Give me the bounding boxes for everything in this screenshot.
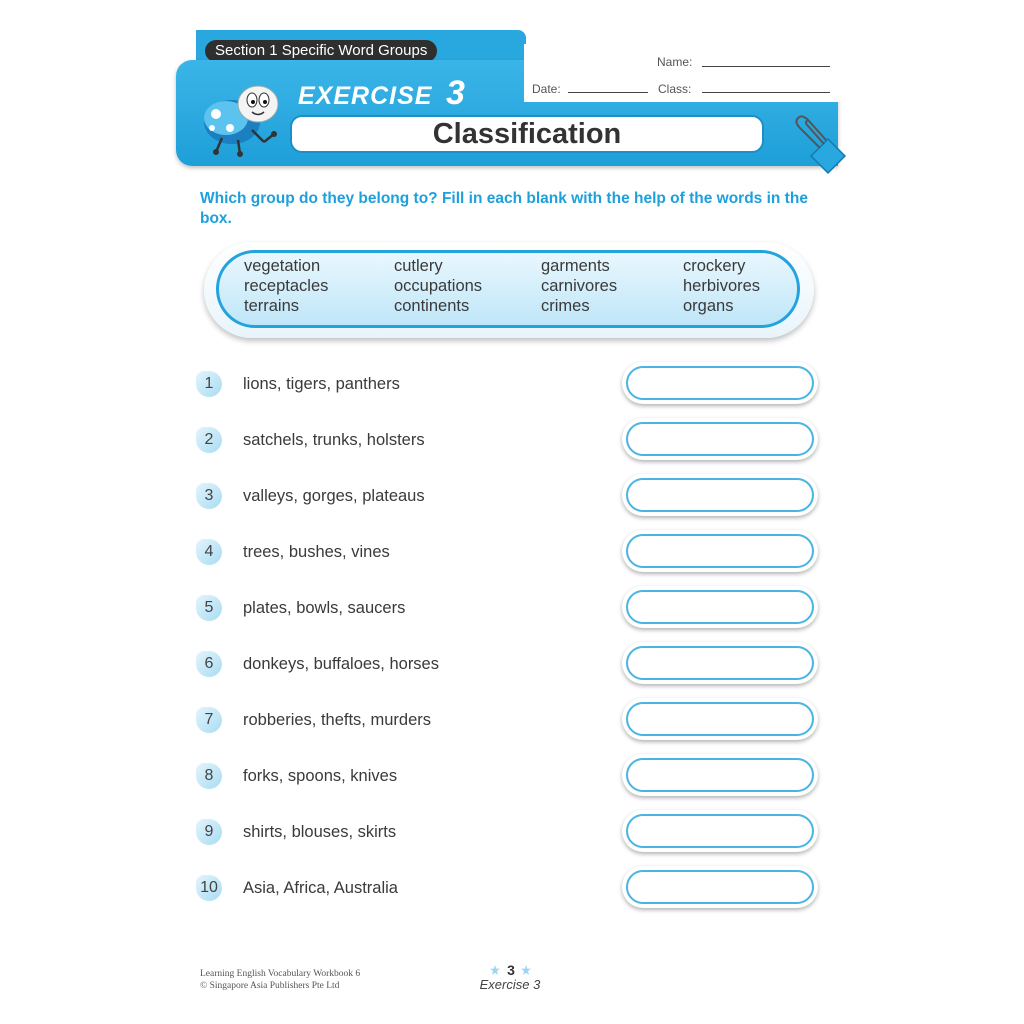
question-number: 4 bbox=[196, 539, 222, 565]
question-text: donkeys, buffaloes, horses bbox=[243, 655, 439, 673]
question-text: valleys, gorges, plateaus bbox=[243, 487, 425, 505]
page-caption: Exercise 3 bbox=[479, 977, 541, 992]
answer-field[interactable] bbox=[626, 870, 814, 904]
question-number: 1 bbox=[196, 371, 222, 397]
answer-field[interactable] bbox=[626, 814, 814, 848]
word-item: carnivores bbox=[541, 277, 618, 295]
question-number: 2 bbox=[196, 427, 222, 453]
answer-box[interactable] bbox=[622, 418, 818, 460]
answer-field[interactable] bbox=[626, 366, 814, 400]
name-label: Name: bbox=[657, 55, 693, 69]
word-item: cutlery bbox=[394, 257, 443, 275]
question-text: Asia, Africa, Australia bbox=[243, 879, 398, 897]
word-item: vegetation bbox=[244, 257, 321, 275]
class-label: Class: bbox=[658, 82, 692, 96]
page-title: Classification bbox=[290, 115, 764, 153]
answer-box[interactable] bbox=[622, 642, 818, 684]
question-text: trees, bushes, vines bbox=[243, 543, 390, 561]
word-item: receptacles bbox=[244, 277, 329, 295]
footer-credits bbox=[200, 968, 360, 992]
answer-field[interactable] bbox=[626, 758, 814, 792]
word-item: terrains bbox=[244, 297, 300, 315]
question-text: robberies, thefts, murders bbox=[243, 711, 431, 729]
answer-box[interactable] bbox=[622, 586, 818, 628]
question-text: forks, spoons, knives bbox=[243, 767, 398, 785]
exercise-number: 3 bbox=[446, 74, 465, 112]
word-item: garments bbox=[541, 257, 610, 275]
question-text: shirts, blouses, skirts bbox=[243, 823, 397, 841]
question-number: 3 bbox=[196, 483, 222, 509]
question-number: 5 bbox=[196, 595, 222, 621]
answer-box[interactable] bbox=[622, 474, 818, 516]
instruction-text: Which group do they belong to? Fill in each blank with the help of the words in the box. bbox=[200, 190, 808, 227]
class-field[interactable] bbox=[702, 92, 830, 93]
answer-field[interactable] bbox=[626, 702, 814, 736]
answer-box[interactable] bbox=[622, 866, 818, 908]
word-item: herbivores bbox=[683, 277, 761, 295]
exercise-label: EXERCISE bbox=[298, 82, 433, 110]
star-icon bbox=[521, 965, 531, 975]
answer-field[interactable] bbox=[626, 422, 814, 456]
question-number: 7 bbox=[196, 707, 222, 733]
date-field[interactable] bbox=[568, 92, 648, 93]
word-item: occupations bbox=[394, 277, 483, 295]
word-item: organs bbox=[683, 297, 734, 315]
question-text: plates, bowls, saucers bbox=[243, 599, 406, 617]
name-field[interactable] bbox=[702, 66, 830, 67]
answer-box[interactable] bbox=[622, 810, 818, 852]
section-label: Section 1 Specific Word Groups bbox=[205, 40, 437, 62]
date-label: Date: bbox=[532, 82, 561, 96]
question-text: lions, tigers, panthers bbox=[243, 375, 400, 393]
question-number: 9 bbox=[196, 819, 222, 845]
word-item: crimes bbox=[541, 297, 590, 315]
answer-box[interactable] bbox=[622, 754, 818, 796]
book-title: Learning English Vocabulary Workbook 6 bbox=[200, 969, 361, 979]
answer-field[interactable] bbox=[626, 534, 814, 568]
ladybug-mascot-icon bbox=[194, 78, 290, 158]
answer-box[interactable] bbox=[622, 698, 818, 740]
answer-field[interactable] bbox=[626, 478, 814, 512]
answer-box[interactable] bbox=[622, 530, 818, 572]
answer-box[interactable] bbox=[622, 362, 818, 404]
answer-field[interactable] bbox=[626, 646, 814, 680]
binder-clip-icon bbox=[786, 114, 850, 178]
word-item: crockery bbox=[683, 257, 746, 275]
question-number: 8 bbox=[196, 763, 222, 789]
page-number: 3 bbox=[507, 962, 515, 978]
copyright-text: © Singapore Asia Publishers Pte Ltd bbox=[200, 981, 340, 991]
answer-field[interactable] bbox=[626, 590, 814, 624]
question-text: satchels, trunks, holsters bbox=[243, 431, 425, 449]
question-number: 10 bbox=[196, 875, 222, 901]
word-item: continents bbox=[394, 297, 470, 315]
question-number: 6 bbox=[196, 651, 222, 677]
